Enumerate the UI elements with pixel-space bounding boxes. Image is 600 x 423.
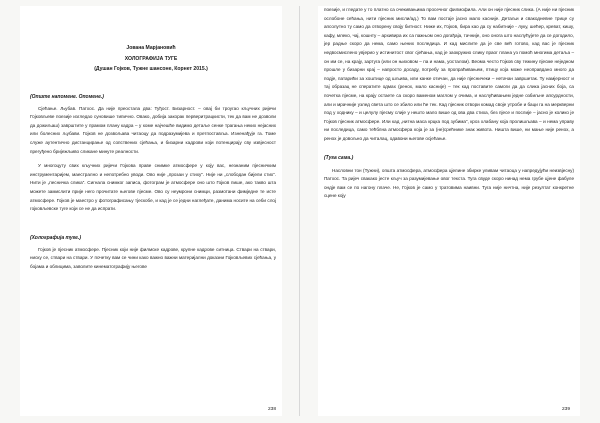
page-number: 238: [267, 407, 276, 412]
paragraph: Гојков је пјесник атмосфере. Пјесник који није филмске кадрове, крупне кадрове ситница. Ствари на ствари, ниску се, ствари на ствари. У почетку вам се чини како важно важни материјални доказни Гојковљевих сјећања, у бојама и облицима, заволите кинематографију његове: [30, 246, 276, 269]
gutter-divider: [299, 6, 300, 416]
section-heading-general: (Опште напомене. Опомене.): [30, 93, 104, 100]
author-name: Јована Марјановић: [126, 45, 176, 51]
paragraph: У многоцуту свих кључних ријечи Гојкова праве снимке атмосфере у коју вас, незнаним пјесничким инструментаријем, маестрално и непотребно уводи. Ово није „прозаи у стиху“. Није ни „слободан бијели стих“. Нити је „песничка слика“. Сигнала снимког записа, фотограм је атмосфере оно што Гојков пише, ако такво шта можете замислити прије него прочитате његове пјесме. Ово су неумрони снимци, размотани фимједне те исте атмосфере. Гојков је маестро у фотографисању тјескобе, и кад је се једни наглеђате, данима носите на себи слој гојковљевске туге који се не да испрати.: [30, 163, 276, 212]
paragraph: Насловни тон (Тужни), општа атмосфера, атмосфера цјелине збирке уливам читаоца у напредујући неизвјесну) Патхос. Та ријеч свакако јесте кључ за разумијевање овог текста. Туга свуде скоро нинад нема грубе цјене фабуле ондје вам се по нагону плаче. Не, Гојков је само у тратовима наивни. Туга није ничтна, није резултат конкретне сцене коју: [324, 167, 574, 199]
section-heading-holography: (Холографија туге.): [30, 234, 81, 241]
book-source: (Душан Гојков, Тужне шансоне, Корнет 2015.): [94, 66, 208, 73]
right-page: [318, 6, 580, 416]
section-heading-sadness: (Туга сама.): [324, 154, 354, 161]
paragraph: поезије, и гледате у то платно са очекивањима просечног филмофила. Али он није пјесник слика. (А није ни пјесник ослобоне сећања, нити пјесник мисли/ад.) То вам постаје јасно мало касније. Детаљи и свакодневне трице су апсолутно ту само да отворену своју битност. Ниже их, Гојков, бира као да су набитније - луку, шећер, креват, кишу, кафу, млеко, чај, кошнту – архивира их са пажњом оно догађаја, тачније, оно онога што наслућујете да се догодило, јер радње скоро да нема, само њених последица. И кад мислите да је све већ готово, кад вас је пјесник недвосмислено увјерио у истинитост свог сјећања, кад је заокружио слику праог плана уз помоћ многима детаља – он им се, на крају, зартуга (или он њиховом – па и нама, уосталом). Веома често Гојков сву тежину пјесме неједном прошле у бизарни крај – напросто досаду, потребу за пропраћивањем, птицу која може неоправдано много да подје, патарићи за хоштице од шљива, или канке отичан, да није пјесничеки – нетачан завршетак. Ту намјерност и тај образац не сператите одмах (ренох, мало касније) – тек кад поставите самоги да да слика јасних боја, са почетка пјесме, на крају остаете са скоро ваменом маглом у очима, и наслућивањем једне озбиљне апсурдности, али и мрачније узлед света што се збило или ће тек. Кад пјесник отвори комад своје утробе и баци га на меркверни под у ходнику – и целулу пјесму слије у нешто мало више од ова два стиха, без пјесе и послије – јасно је колико је Гојков пјесник атмосфере. Или кад „нитна маса крцка под зубима“, кроз хлабану која пролишљава – и нема управу ни последица, само тећблна атмосфера која је за (не)срећнике знак живота. Ништа више, ни мање није ренох, а ренох је довољно да читалац, одавони његове осјећање.: [324, 7, 574, 141]
paragraph: Сјећање. Љубав. Патхос. Да није преостала два: Туђост. Бизарност. – овај би троугао кључних ријечи Гојковљеве поезије изгледао суновише типично. Овако, добија закорак перверитрацкисти, тек да вам не дозволи да дожиљаш) заврштите у прамом плану кадра – у коме најчешће видимо детаље сенке трагања неких нејасних или болесних љубави. Гојков не дозвољава читаоцу да подразумијева и претпоставља. Изненађује га. Томе служе аутентично дистанцирање од сопствених сјећања, и бизарни кадрови који потенцирају сву извјесност прегуђено бријежљиво сликане минуте реалности.: [30, 105, 276, 154]
essay-title: ХОЛОГРАФИЈА ТУГЕ: [124, 56, 178, 63]
left-page: [20, 6, 282, 416]
page-number: 239: [561, 407, 570, 412]
